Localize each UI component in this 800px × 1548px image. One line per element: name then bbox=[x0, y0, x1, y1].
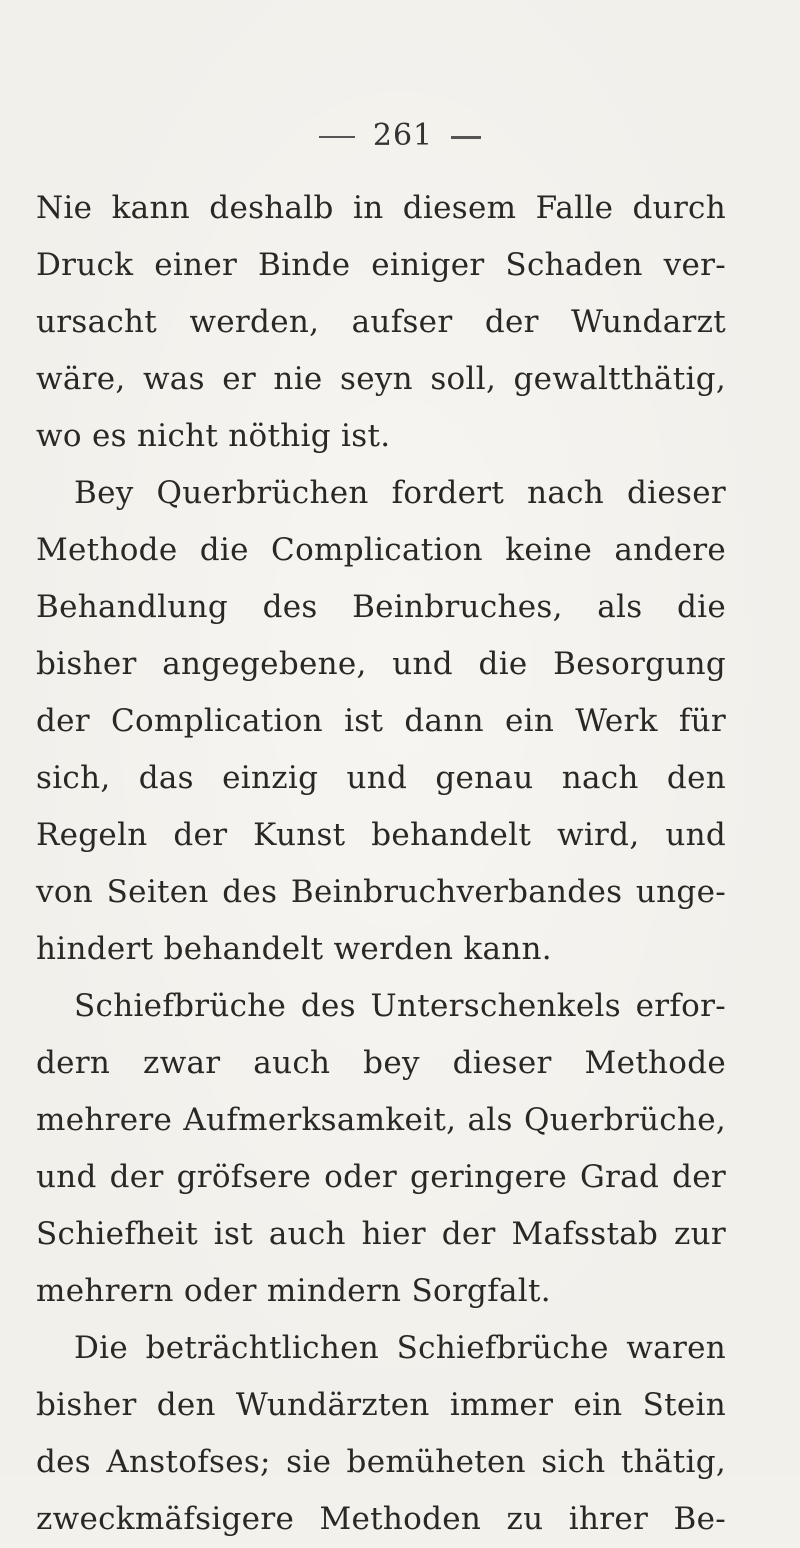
text-line: von Seiten des Beinbruchverbandes unge- bbox=[36, 874, 726, 910]
text-line: wäre, was er nie seyn soll, gewaltthätig, bbox=[36, 361, 726, 397]
text-line: und der gröfsere oder geringere Grad der bbox=[36, 1159, 726, 1195]
text-line: Behandlung des Beinbruches, als die bbox=[36, 589, 726, 625]
text-line: mehrere Aufmerksamkeit, als Querbrüche, bbox=[36, 1102, 726, 1138]
text-line: wo es nicht nöthig ist. bbox=[36, 418, 391, 454]
text-line: Methode die Complication keine andere bbox=[36, 532, 726, 568]
text-line: zweckmäfsigere Methoden zu ihrer Be- bbox=[36, 1501, 726, 1537]
text-line: hindert behandelt werden kann. bbox=[36, 931, 552, 967]
paragraph-start-line: Bey Querbrüchen fordert nach dieser bbox=[74, 475, 726, 511]
header-dash-left bbox=[319, 136, 355, 138]
text-line: mehrern oder mindern Sorgfalt. bbox=[36, 1273, 551, 1309]
text-line: Regeln der Kunst behandelt wird, und bbox=[36, 817, 726, 853]
page-number: 261 bbox=[372, 118, 434, 153]
paragraph-start-line: Schiefbrüche des Unterschenkels erfor- bbox=[74, 988, 726, 1024]
text-line: des Anstofses; sie bemüheten sich thätig, bbox=[36, 1444, 726, 1480]
text-line: der Complication ist dann ein Werk für bbox=[36, 703, 726, 739]
text-line: bisher angegebene, und die Besorgung bbox=[36, 646, 726, 682]
text-line: Druck einer Binde einiger Schaden ver- bbox=[36, 247, 726, 283]
text-line: ursacht werden, aufser der Wundarzt bbox=[36, 304, 726, 340]
page-header bbox=[0, 118, 800, 153]
text-line: Schiefheit ist auch hier der Mafsstab zur bbox=[36, 1216, 726, 1252]
header-dash-right bbox=[451, 136, 481, 139]
text-line: Nie kann deshalb in diesem Falle durch bbox=[36, 190, 726, 226]
text-line: bisher den Wundärzten immer ein Stein bbox=[36, 1387, 726, 1423]
paragraph-start-line: Die beträchtlichen Schiefbrüche waren bbox=[74, 1330, 726, 1366]
body-text bbox=[36, 180, 726, 1548]
text-line: dern zwar auch bey dieser Methode bbox=[36, 1045, 726, 1081]
text-line: sich, das einzig und genau nach den bbox=[36, 760, 726, 796]
